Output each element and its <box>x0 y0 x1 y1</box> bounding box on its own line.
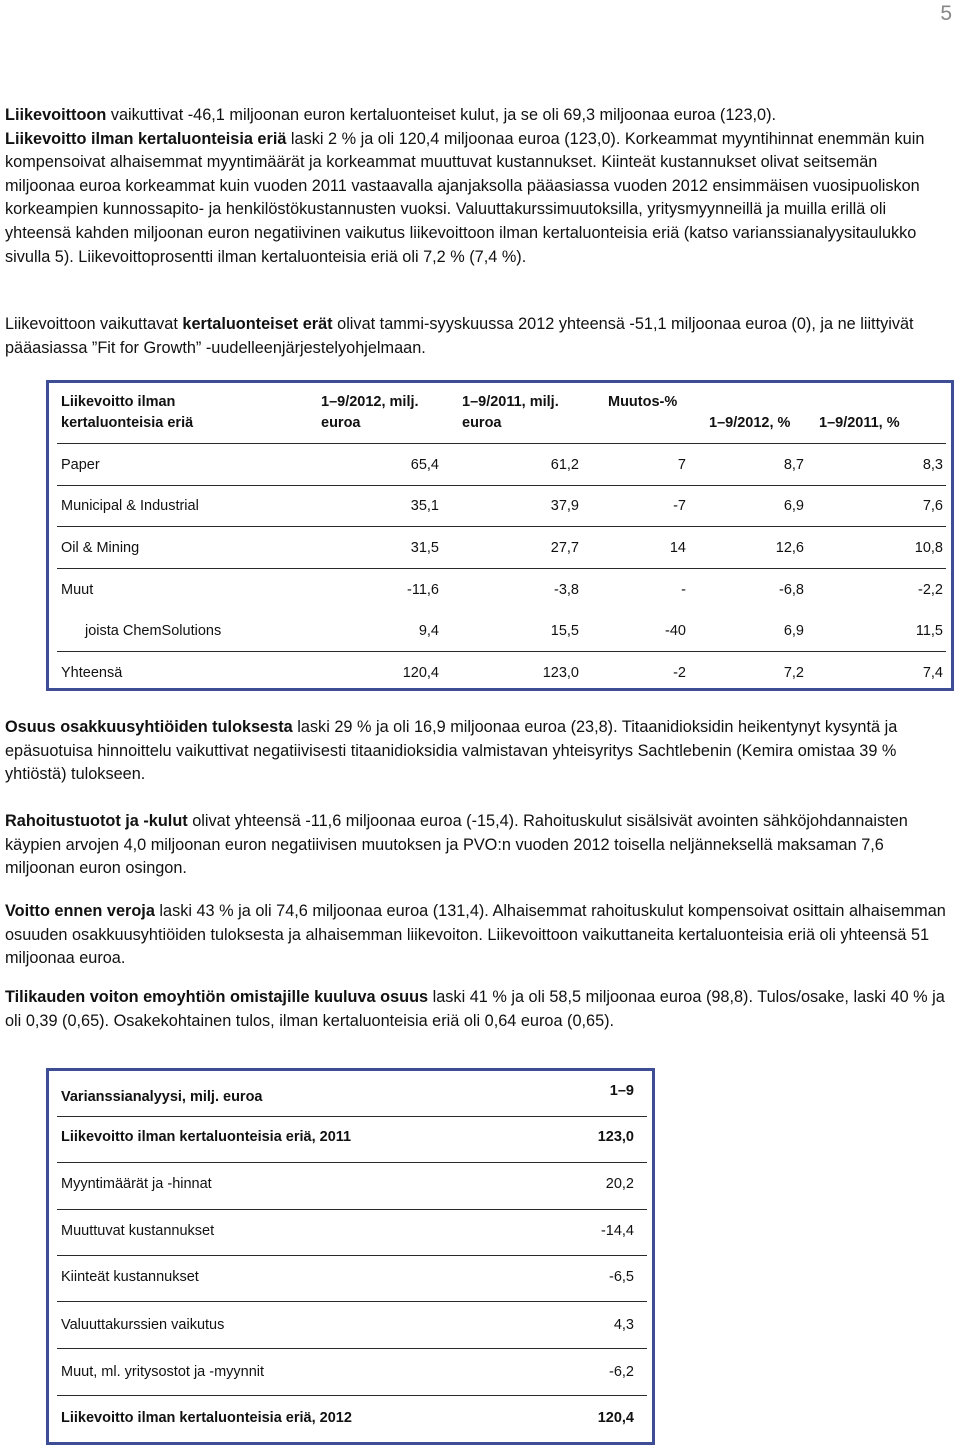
divider <box>57 485 946 486</box>
bold-term: Tilikauden voiton emoyhtiön omistajille kuuluva osuus <box>5 988 429 1006</box>
table-cell: 35,1 <box>410 498 439 514</box>
paragraph-profit-before-tax <box>5 900 950 971</box>
table-cell: 14 <box>669 540 686 556</box>
bold-term: Liikevoitto ilman kertaluonteisia eriä <box>5 129 287 148</box>
table-cell: - <box>681 582 686 598</box>
table-cell: -3,8 <box>554 582 579 598</box>
table-cell: 123,0 <box>597 1129 634 1145</box>
paragraph-text: laski 43 % ja oli 74,6 miljoonaa euroa (131,4). Alhaisemmat rahoituskulut kompensoivat osittain alhaisemman osuuden osakkuusyhtiöiden tuloksesta ja alhaisemman liikevoiton. Liikevoittoon vaikuttaneita kertaluonteisia eriä oli yhteensä 51 miljoonaa euroa. <box>5 902 946 968</box>
paragraph-text: vaikuttivat -46,1 miljoonan euron kertaluonteiset kulut, ja se oli 69,3 miljoonaa euroa (123,0). <box>106 106 777 124</box>
table-cell: 61,2 <box>550 457 579 473</box>
table-cell: Liikevoitto ilman kertaluonteisia eriä, 2012 <box>61 1410 352 1426</box>
table-cell: -11,6 <box>407 582 439 598</box>
paragraph-text: laski 41 % ja oli 58,5 miljoonaa euroa (98,8). Tulos/osake, laski 40 % ja oli 0,39 (0,65). Osakekohtainen tulos, ilman kertaluonteisia eriä oli 0,64 euroa (0,65). <box>5 988 945 1030</box>
segment-profit-table <box>46 380 954 691</box>
table-header: 1–9/2011, milj. euroa <box>462 394 559 431</box>
divider <box>57 1116 647 1117</box>
paragraph-text: olivat yhteensä -11,6 miljoonaa euroa (-15,4). Rahoituskulut sisälsivät avointen sähköjohdannaisten käypien arvojen 4,0 miljoonan euron negatiivisen muutoksen ja PVO:n vuoden 2012 toisella neljänneksellä maksaman 7,6 miljoonan euron osingon. <box>5 812 908 878</box>
table-cell: -14,4 <box>600 1223 634 1239</box>
divider <box>57 1301 647 1302</box>
table-cell: 4,3 <box>613 1317 634 1333</box>
table-header: 1–9/2011, % <box>819 415 900 431</box>
paragraph-text: Liikevoittoon vaikuttavat <box>5 315 183 333</box>
table-cell: -2 <box>673 665 686 681</box>
page-number: 5 <box>940 2 952 25</box>
table-header: Liikevoitto ilman kertaluonteisia eriä <box>61 394 194 431</box>
table-cell: 12,6 <box>775 540 804 556</box>
bold-term: Rahoitustuotot ja -kulut <box>5 812 188 830</box>
table-cell: joista ChemSolutions <box>85 623 222 639</box>
table-cell: Muut <box>61 582 94 598</box>
table-cell: Muuttuvat kustannukset <box>61 1223 215 1239</box>
paragraph-one-off-items <box>5 313 950 360</box>
table-cell: 10,8 <box>914 540 943 556</box>
table-cell: -6,8 <box>779 582 804 598</box>
table-cell: 7 <box>677 457 686 473</box>
table-cell: Oil & Mining <box>61 540 140 556</box>
divider <box>57 651 946 652</box>
table-cell: 8,3 <box>922 457 943 473</box>
divider <box>57 568 946 569</box>
table-cell: 37,9 <box>550 498 579 514</box>
table-header: Varianssianalyysi, milj. euroa <box>61 1089 263 1105</box>
table-cell: 120,4 <box>597 1410 634 1426</box>
table-cell: 27,7 <box>550 540 579 556</box>
divider <box>57 1209 647 1210</box>
table-cell: 7,2 <box>783 665 804 681</box>
table-cell: 120,4 <box>402 665 439 681</box>
divider <box>57 1348 647 1349</box>
table-cell: Municipal & Industrial <box>61 498 199 514</box>
table-cell: Paper <box>61 457 100 473</box>
bold-term: Liikevoittoon <box>5 106 107 124</box>
divider <box>57 1395 647 1396</box>
bold-term: kertaluonteiset erät <box>182 315 333 333</box>
table-cell: Myyntimäärät ja -hinnat <box>61 1176 212 1192</box>
table-cell: 8,7 <box>783 457 804 473</box>
table-cell: 6,9 <box>783 623 804 639</box>
table-cell: 123,0 <box>542 665 579 681</box>
bold-term: Voitto ennen veroja <box>5 902 155 920</box>
table-cell: Kiinteät kustannukset <box>61 1269 199 1285</box>
table-cell: 9,4 <box>418 623 439 639</box>
table-cell: 7,4 <box>922 665 943 681</box>
table-cell: Valuuttakurssien vaikutus <box>61 1317 225 1333</box>
table-cell: -6,2 <box>609 1364 634 1380</box>
table-cell: 20,2 <box>605 1176 634 1192</box>
divider <box>57 526 946 527</box>
paragraph-associates <box>5 716 950 787</box>
paragraph-operating-profit <box>5 104 950 269</box>
table-header: 1–9/2012, % <box>709 415 791 431</box>
paragraph-text: laski 2 % ja oli 120,4 miljoonaa euroa (123,0). Korkeammat myyntihinnat enemmän kuin kompensoivat alhaisemmat myyntimäärät ja korkeammat muuttuvat kustannukset. Kiinteät kustannukset olivat seitsemän miljoonaa euroa korkeammat kuin vuoden 2011 vastaavalla ajanjaksolla pääasiassa vuoden 2012 ensimmäisen vuosipuoliskon korkeampien kunnossapito- ja henkilöstökustannusten vuoksi. Valuuttakurssimuutoksilla, yritysmyynneillä ja muilla erillä oli yhteensä kahden miljoonan euron negatiivinen vaikutus liikevoittoon ilman kertaluonteisia eriä (katso varianssianalyysitaulukko sivulla 5). Liikevoittoprosentti ilman kertaluonteisia eriä oli 7,2 % (7,4 %). <box>5 129 925 266</box>
table-cell: Liikevoitto ilman kertaluonteisia eriä, 2011 <box>61 1129 352 1145</box>
paragraph-text: olivat tammi-syyskuussa 2012 yhteensä -51,1 miljoonaa euroa (0), ja ne liittyivät pääasiassa ”Fit for Growth” -uudelleenjärjestelyohjelmaan. <box>5 315 914 357</box>
bold-term: Osuus osakkuusyhtiöiden tuloksesta <box>5 718 293 736</box>
table-cell: 15,5 <box>550 623 579 639</box>
divider <box>57 1255 647 1256</box>
table-header: 1–9 <box>609 1083 634 1099</box>
table-cell: 65,4 <box>410 457 439 473</box>
table-header: 1–9/2012, milj. euroa <box>321 394 419 431</box>
table-cell: 7,6 <box>922 498 943 514</box>
table-cell: 11,5 <box>915 623 943 639</box>
paragraph-text: laski 29 % ja oli 16,9 miljoonaa euroa (23,8). Titaanidioksidin heikentynyt kysyntä ja epäsuotuisa hinnoittelu vaikuttivat negatiivisesti titaanidioksidia valmistavan yhteisyritys Sachtlebenin (Kemira omistaa 39 % yhtiöstä) tulokseen. <box>5 718 898 784</box>
table-cell: 6,9 <box>783 498 804 514</box>
table-cell: -40 <box>665 623 686 639</box>
table-cell: -6,5 <box>609 1269 634 1285</box>
divider <box>57 443 946 444</box>
table-cell: 31,5 <box>410 540 439 556</box>
table-header: Muutos-% <box>608 394 678 410</box>
variance-analysis-table <box>46 1068 655 1445</box>
divider <box>57 1162 647 1163</box>
paragraph-financing <box>5 810 950 881</box>
table-cell: -7 <box>673 498 686 514</box>
table-cell: Yhteensä <box>61 665 123 681</box>
paragraph-net-profit <box>5 986 950 1033</box>
table-cell: Muut, ml. yritysostot ja -myynnit <box>61 1364 265 1380</box>
table-cell: -2,2 <box>918 582 943 598</box>
